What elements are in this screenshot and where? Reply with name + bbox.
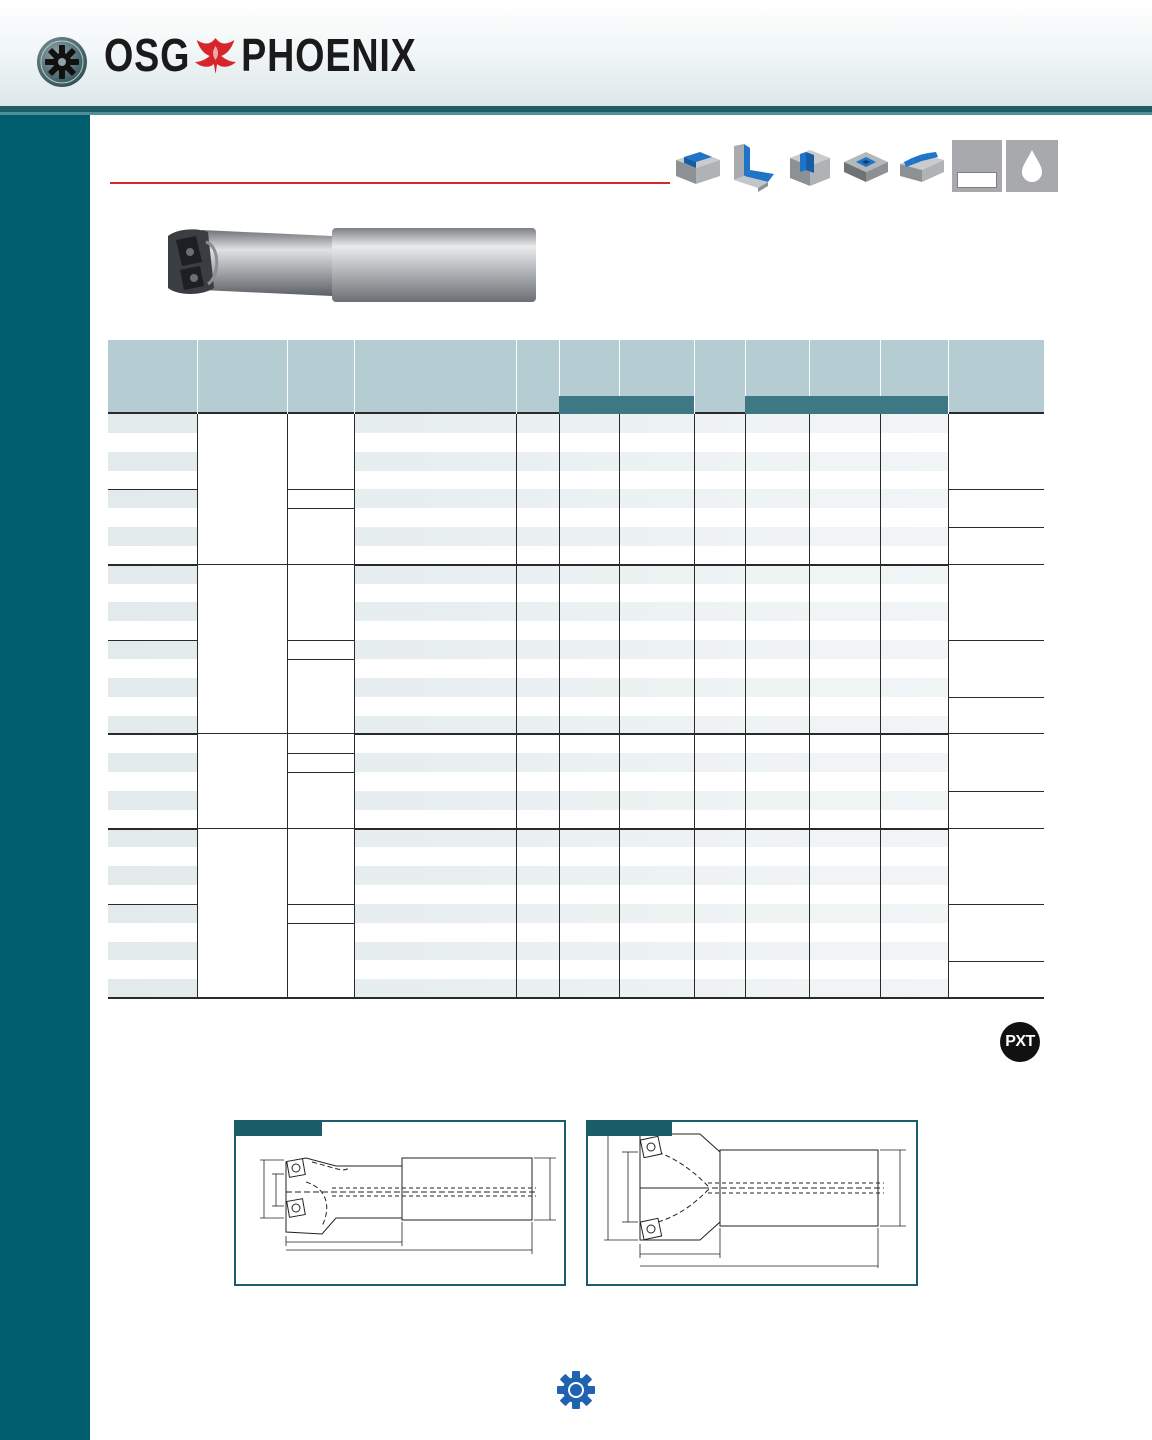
- column-divider: [745, 414, 746, 998]
- merged-cell: [949, 565, 1044, 735]
- merged-cell: [288, 734, 354, 828]
- dimension-drawing-right: [586, 1120, 918, 1286]
- coolant-drop-icon: [1006, 140, 1058, 192]
- cutter-photo: [162, 218, 538, 302]
- left-sidebar-band: [0, 115, 90, 1440]
- pocketing-icon: [840, 140, 892, 192]
- cell-divider: [108, 904, 197, 905]
- gear-logo-icon: [36, 36, 88, 88]
- merged-cell: [198, 565, 287, 735]
- operation-icons: [672, 140, 1058, 192]
- cell-divider: [287, 923, 354, 924]
- merged-cell: [949, 734, 1044, 828]
- cell-divider: [948, 697, 1044, 698]
- cell-divider: [287, 772, 354, 773]
- column-divider: [354, 414, 355, 998]
- header-unit-band: [745, 396, 948, 414]
- osg-footer-logo-icon: [556, 1370, 596, 1410]
- brand-name-left: OSG: [104, 29, 191, 81]
- ramping-icon: [896, 140, 948, 192]
- header-rule-accent: [0, 112, 1152, 115]
- merged-cell: [288, 565, 354, 735]
- table-body: [108, 414, 1044, 998]
- header-divider: [287, 340, 288, 414]
- cell-divider: [948, 527, 1044, 528]
- column-divider: [809, 414, 810, 998]
- brand-name-right: PHOENIX: [241, 29, 417, 81]
- header-divider: [694, 340, 695, 414]
- cell-divider: [948, 640, 1044, 641]
- column-divider: [880, 414, 881, 998]
- header-divider: [197, 340, 198, 414]
- cell-divider: [948, 489, 1044, 490]
- drawing-tab: [234, 1120, 322, 1136]
- merged-cell: [949, 829, 1044, 999]
- drawing-right-figure: [588, 1122, 916, 1284]
- cell-divider: [287, 640, 354, 641]
- cell-divider: [287, 489, 354, 490]
- header-divider: [516, 340, 517, 414]
- dimension-drawing-left: [234, 1120, 566, 1286]
- dry-machining-icon: [952, 140, 1002, 192]
- merged-cell: [288, 829, 354, 999]
- cell-divider: [948, 904, 1044, 905]
- header-divider: [948, 340, 949, 414]
- merged-cell: [198, 734, 287, 828]
- merged-cell: [198, 414, 287, 565]
- column-divider: [516, 414, 517, 998]
- cell-divider: [108, 640, 197, 641]
- group-divider: [108, 997, 1044, 999]
- column-divider: [559, 414, 560, 998]
- shoulder-milling-icon: [672, 140, 724, 192]
- pxt-badge: PXT: [1000, 1022, 1040, 1062]
- drawing-tab: [586, 1120, 672, 1136]
- header-divider: [354, 340, 355, 414]
- cell-divider: [108, 489, 197, 490]
- drawing-left-figure: [236, 1122, 564, 1284]
- cell-divider: [287, 904, 354, 905]
- brand-wordmark: [104, 30, 417, 80]
- title-rule: [110, 182, 670, 184]
- dry-indicator-bar: [957, 172, 997, 188]
- cell-divider: [948, 961, 1044, 962]
- header-unit-band: [559, 396, 694, 414]
- column-divider: [694, 414, 695, 998]
- slotting-icon: [784, 140, 836, 192]
- cell-divider: [287, 753, 354, 754]
- side-milling-icon: [728, 140, 780, 192]
- cell-divider: [287, 659, 354, 660]
- cell-divider: [287, 508, 354, 509]
- phoenix-bird-icon: [192, 32, 240, 78]
- column-divider: [619, 414, 620, 998]
- table-header: [108, 340, 1044, 414]
- spec-table: [108, 340, 1044, 998]
- merged-cell: [198, 829, 287, 999]
- cell-divider: [948, 791, 1044, 792]
